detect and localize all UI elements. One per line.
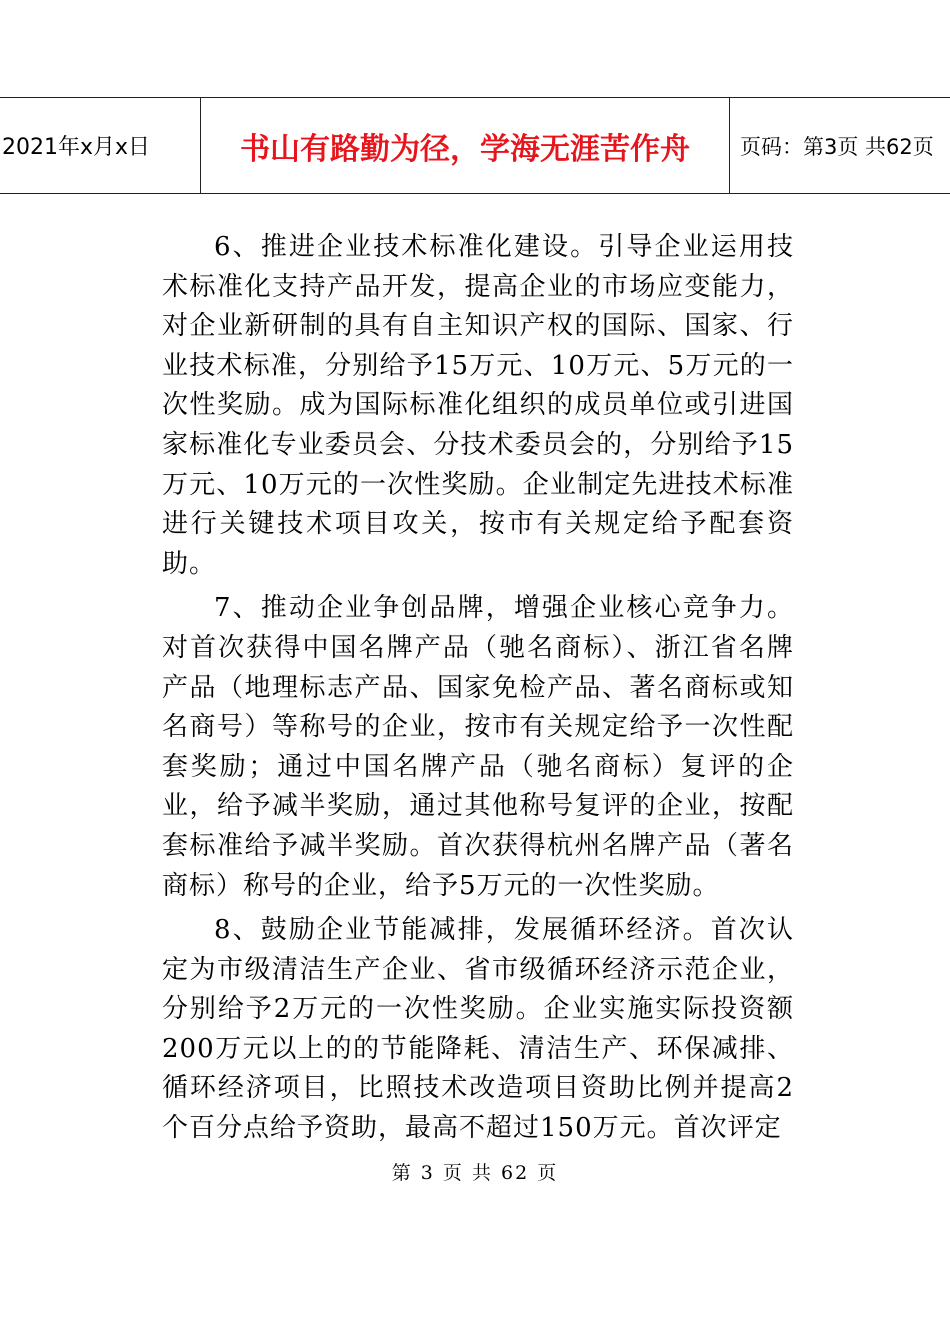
paragraph-7: 7、推动企业争创品牌，增强企业核心竞争力。对首次获得中国名牌产品（驰名商标）、浙江省名牌产品（地理标志产品、国家免检产品、著名商标或知名商号）等称号的企业，按市有关规定给予一次性配套奖励；通过中国名牌产品（驰名商标）复评的企业，给予减半奖励，通过其他称号复评的企业，按配套标准给予减半奖励。首次获得杭州名牌产品（著名商标）称号的企业，给予5万元的一次性奖励。 [162,593,794,901]
header-date: 2021年x月x日 [2,135,151,160]
paragraph-8: 8、鼓励企业节能减排，发展循环经济。首次认定为市级清洁生产企业、省市级循环经济示范企业，分别给予2万元的一次性奖励。企业实施实际投资额200万元以上的的节能降耗、清洁生产、环保减排、循环经济项目，比照技术改造项目资助比例并提高2个百分点给予资助，最高不超过150万元。首次评定 [162,915,794,1144]
header-page-info: 页码：第3页 共62页 [740,134,934,159]
paragraph-6: 6、推进企业技术标准化建设。引导企业运用技术标准化支持产品开发，提高企业的市场应变能力，对企业新研制的具有自主知识产权的国际、国家、行业技术标准，分别给予15万元、10万元、5万元的一次性奖励。成为国际标准化组织的成员单位或引进国家标准化专业委员会、分技术委员会的，分别给予15万元、10万元的一次性奖励。企业制定先进技术标准进行关键技术项目攻关，按市有关规定给予配套资助。 [162,232,794,579]
document-body [162,228,794,1154]
page-footer: 第 3 页 共 62 页 [391,1162,559,1184]
header-motto: 书山有路勤为径，学海无涯苦作舟 [240,131,690,167]
page-header [0,97,950,194]
